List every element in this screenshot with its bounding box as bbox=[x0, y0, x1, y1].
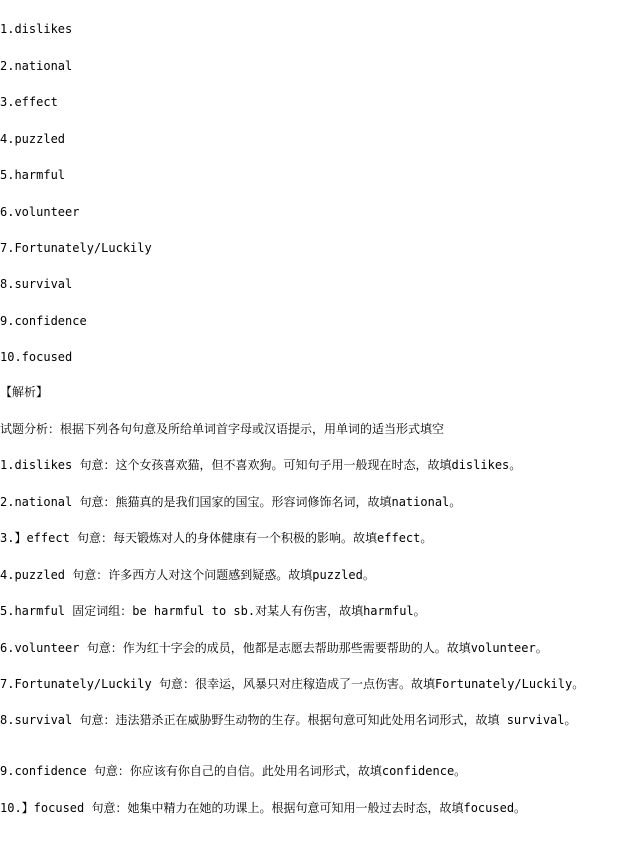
explanation-item: 3.】effect 句意：每天锻炼对人的身体健康有一个积极的影响。故填effect。 bbox=[0, 531, 433, 545]
answer-item: 6.volunteer bbox=[0, 205, 80, 219]
answer-item: 2.national bbox=[0, 59, 73, 73]
explanation-item: 8.survival 句意：违法猎杀正在威胁野生动物的生存。根据句意可知此处用名词形式，故填 survival。 bbox=[0, 713, 577, 727]
answer-item: 10.focused bbox=[0, 350, 73, 364]
answer-item: 5.harmful bbox=[0, 168, 66, 182]
answer-item: 1.dislikes bbox=[0, 22, 73, 36]
explanation-item: 7.Fortunately/Luckily 句意：很幸运，风暴只对庄稼造成了一点伤害。故填Fortunately/Luckily。 bbox=[0, 677, 585, 691]
explanation-item: 4.puzzled 句意：许多西方人对这个问题感到疑惑。故填puzzled。 bbox=[0, 568, 375, 582]
explanation-item: 1.dislikes 句意：这个女孩喜欢猫，但不喜欢狗。可知句子用一般现在时态，故填dislikes。 bbox=[0, 458, 522, 472]
explanation-item: 2.national 句意：熊猫真的是我们国家的国宝。形容词修饰名词，故填national。 bbox=[0, 495, 462, 509]
explanation-item: 10.】focused 句意：她集中精力在她的功课上。根据句意可知用一般过去时态，故填focused。 bbox=[0, 801, 527, 815]
answer-item: 3.effect bbox=[0, 95, 58, 109]
answer-item: 9.confidence bbox=[0, 314, 87, 328]
explanation-item: 6.volunteer 句意：作为红十字会的成员，他都是志愿去帮助那些需要帮助的人。故填volunteer。 bbox=[0, 641, 548, 655]
answer-item: 8.survival bbox=[0, 277, 73, 291]
analysis-intro: 试题分析：根据下列各句句意及所给单词首字母或汉语提示，用单词的适当形式填空 bbox=[0, 422, 445, 436]
explanation-item: 5.harmful 固定词组：be harmful to sb.对某人有伤害，故填harmful。 bbox=[0, 604, 426, 618]
answer-item: 4.puzzled bbox=[0, 132, 66, 146]
explanation-item: 9.confidence 句意：你应该有你自己的自信。此处用名词形式，故填confidence。 bbox=[0, 764, 467, 778]
answer-item: 7.Fortunately/Luckily bbox=[0, 241, 152, 255]
analysis-heading: 【解析】 bbox=[0, 385, 49, 399]
